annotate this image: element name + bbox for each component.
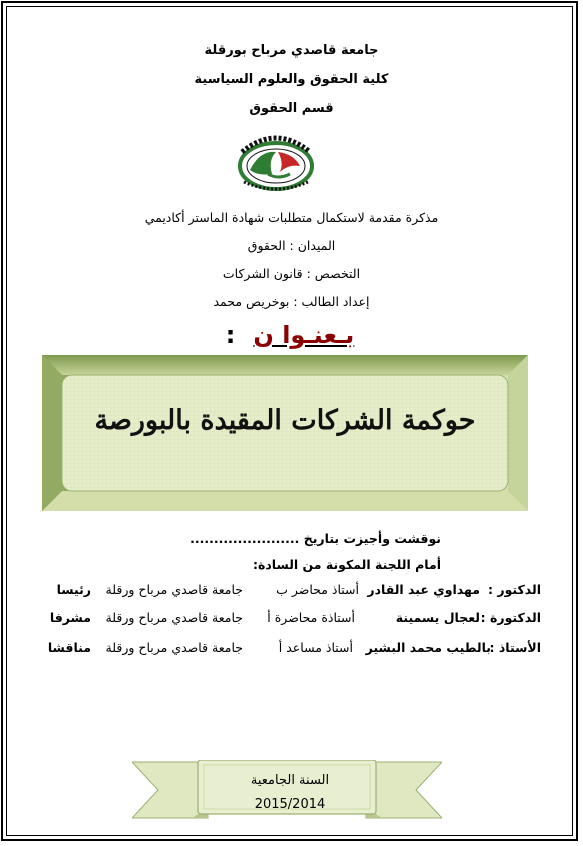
department-name: قسم الحقوق (249, 101, 334, 116)
academic-year-ribbon (132, 760, 442, 822)
member-rank: أستاذة محاضرة أ (267, 610, 355, 625)
title-label: بـعنـوا ن (253, 321, 355, 349)
specialty-line: التخصص : قانون الشركات (222, 266, 361, 281)
member-name: لعجال يسمينة (395, 610, 480, 625)
member-name: بالطيب محمد البشير (365, 640, 491, 655)
member-institution: جامعة قاصدي مرباح ورقلة (105, 610, 243, 625)
thesis-title: حوكمة الشركات المقيدة بالبورصة (94, 405, 476, 436)
member-title: الأستاذ : (489, 640, 541, 655)
university-name: جامعة قاصدي مرباح بورقلة (204, 43, 379, 58)
thesis-note: مذكرة مقدمة لاستكمال متطلبات شهادة الماستر أكاديمي (144, 210, 439, 225)
title-heading (210, 321, 370, 349)
member-title: الدكتور : (488, 582, 541, 597)
member-rank: أستاذ محاضر ب (276, 582, 359, 597)
prepared-by-line: إعداد الطالب : بوخريص محمد (213, 294, 370, 309)
title-colon: : (225, 321, 236, 349)
member-title: الدكتورة : (480, 610, 541, 625)
academic-year-label: السنة الجامعية (250, 773, 330, 788)
academic-year-value: 2015/2014 (254, 797, 326, 812)
member-role: مناقشا (47, 640, 91, 655)
member-institution: جامعة قاصدي مرباح ورقلة (105, 640, 243, 655)
discussion-date: نوقشت وأجيزت بتاريخ ....................... (190, 531, 441, 546)
member-rank: أستاذ مساعد أ (278, 640, 353, 655)
field-line: الميدان : الحقوق (247, 238, 336, 253)
faculty-name: كلية الحقوق والعلوم السياسية (194, 72, 389, 87)
committee-intro: أمام اللجنة المكونة من السادة: (253, 557, 441, 572)
member-role: رئيسا (56, 582, 91, 597)
university-seal-icon (228, 130, 324, 194)
member-role: مشرفا (49, 610, 91, 625)
member-name: مهداوي عبد القادر (367, 582, 480, 597)
member-institution: جامعة قاصدي مرباح ورقلة (105, 582, 243, 597)
